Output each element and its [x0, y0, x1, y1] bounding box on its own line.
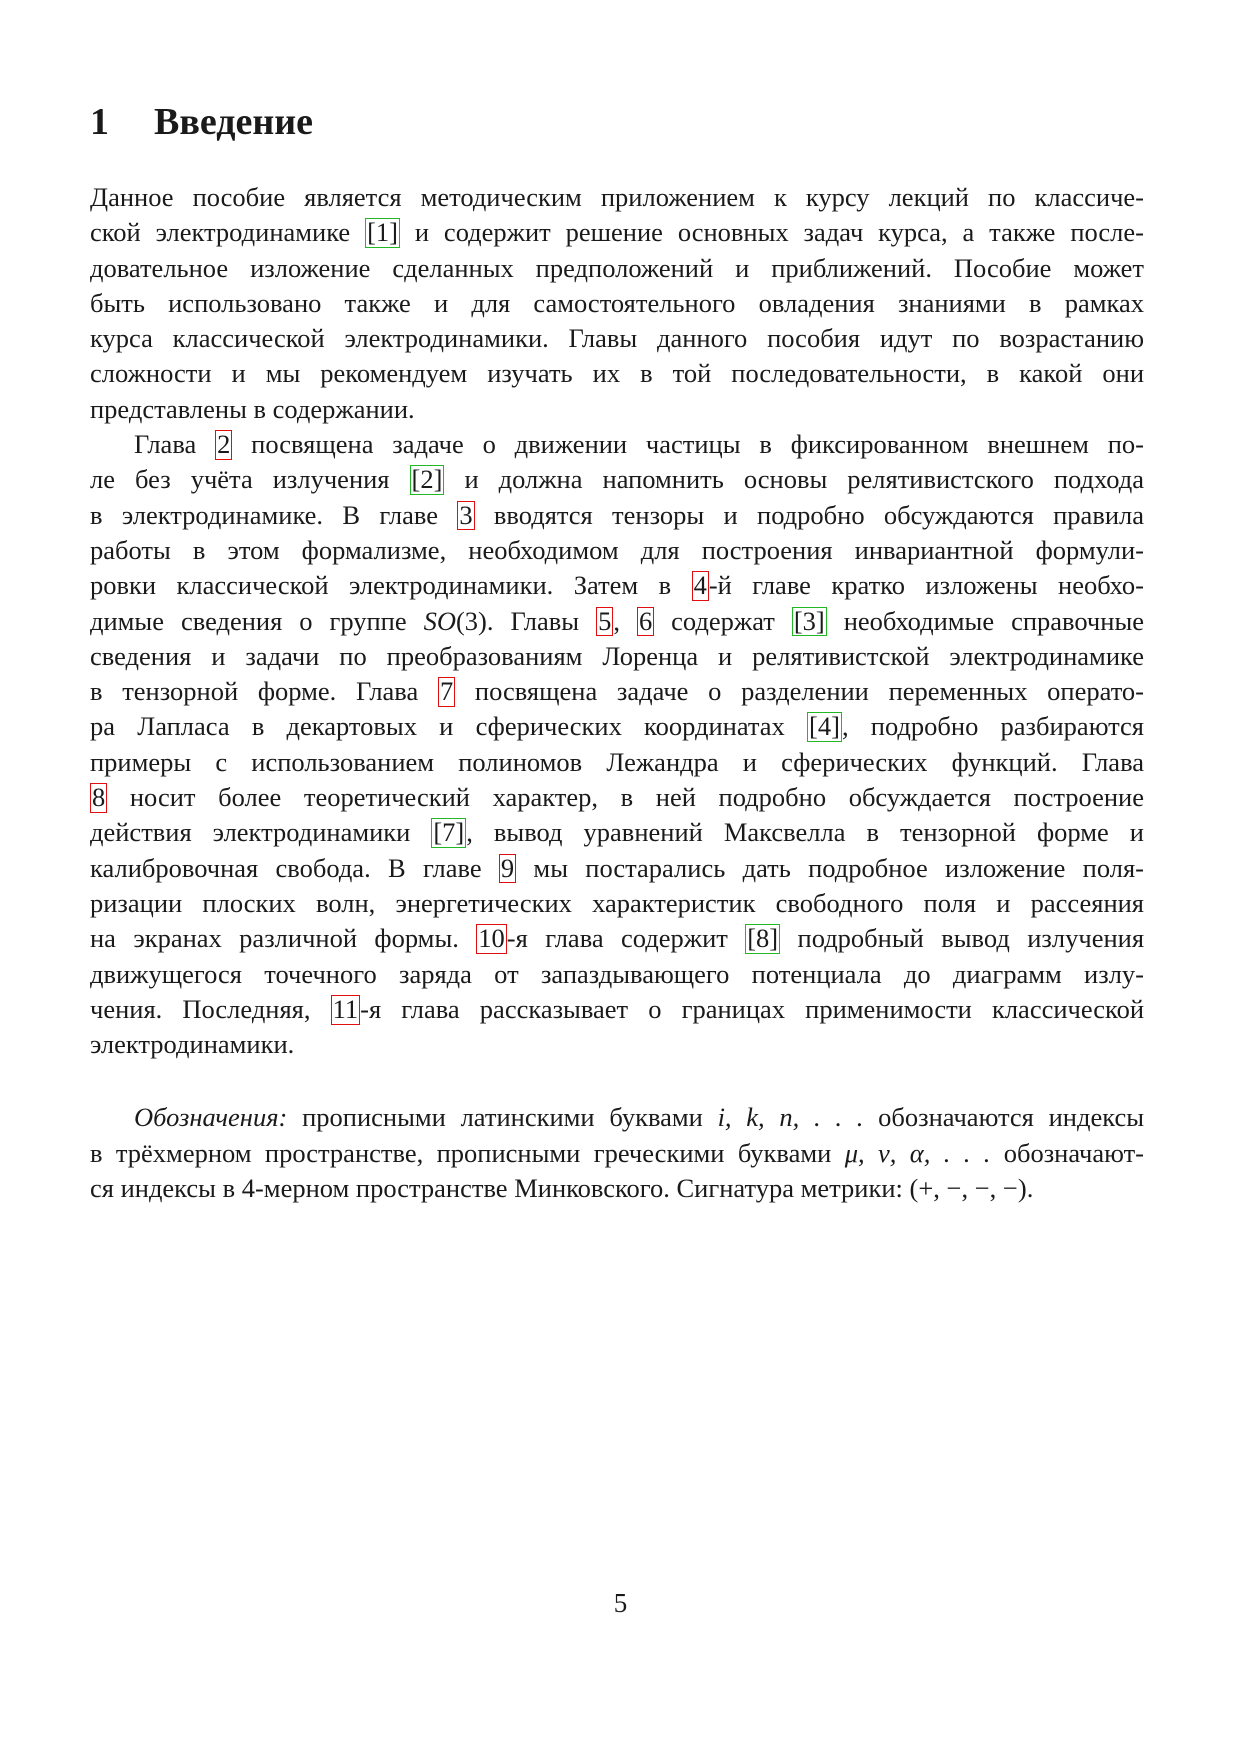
text-line [90, 709, 1144, 744]
chapter-link[interactable]: 3 [459, 499, 473, 530]
text-span: в электродинамике. В главе [90, 499, 458, 530]
greek-indices: μ, ν, α, . . . [844, 1137, 991, 1168]
text-line [90, 498, 1144, 533]
chapter-link[interactable]: 7 [439, 676, 454, 707]
text-line [90, 568, 1144, 603]
citation-link[interactable]: [2] [411, 464, 443, 495]
text-span: ровки классической электродинамики. Затем в [90, 570, 692, 601]
text-line: сведения и задачи по преобразованиям Лоренца и релятивистской электродинамике [90, 640, 1144, 671]
text-line [90, 674, 1144, 709]
text-span: , [613, 605, 637, 636]
chapter-link[interactable]: 4 [693, 570, 707, 601]
chapter-link[interactable]: 2 [217, 429, 231, 460]
text-span: , подробно разбираются [841, 711, 1145, 742]
text-line: работы в этом формализме, необходимом для построения инвариантной формули- [90, 534, 1144, 565]
chapter-link[interactable]: 9 [500, 852, 515, 883]
text-span: -я глава рассказывает о границах применимости классической [360, 993, 1144, 1024]
chapter-link[interactable]: 10 [478, 923, 505, 954]
notation-label: Обозначения: [134, 1102, 288, 1133]
text-line [90, 780, 1144, 815]
text-line [90, 1100, 1144, 1135]
math-group-name: SO [423, 605, 456, 636]
text-span: калибровочная свобода. В главе [90, 852, 499, 883]
text-line: сложности и мы рекомендуем изучать их в той последовательности, в какой они [90, 358, 1144, 389]
text-line: курса классической электродинамики. Главы данного пособия идут по возрастанию [90, 323, 1144, 354]
citation-link[interactable]: [7] [433, 817, 465, 848]
text-line [90, 462, 1144, 497]
section-number: 1 [90, 101, 109, 143]
text-span: ра Лапласа в декартовых и сферических координатах [90, 711, 808, 742]
paragraph-intro [90, 180, 1144, 427]
text-span: обозначают- [990, 1137, 1145, 1168]
text-span: содержат [654, 605, 792, 636]
citation-link[interactable]: [8] [747, 923, 779, 954]
text-span: необходимые справочные [826, 605, 1145, 636]
citation-link[interactable]: [4] [809, 711, 840, 742]
text-line [90, 1136, 1144, 1171]
text-span: -й главе кратко изложены необхо- [708, 570, 1144, 601]
text-span: на экранах различной формы. [90, 923, 477, 954]
text-line [90, 992, 1144, 1027]
text-span: димые сведения о группе [90, 605, 424, 636]
text-line: быть использовано также и для самостоятельного овладения знаниями в рамках [90, 287, 1144, 318]
text-span: носит более теоретический характер, в ней подробно обсуждается построение [107, 782, 1144, 813]
text-line: довательное изложение сделанных предположений и приближений. Пособие может [90, 252, 1144, 283]
text-line [90, 604, 1144, 639]
text-span: прописными латинскими буквами [287, 1102, 718, 1133]
text-line: ся индексы в 4-мерном пространстве Минковского. Сигнатура метрики: (+, −, −, −). [90, 1173, 1034, 1204]
section-heading [90, 100, 313, 146]
text-line [90, 427, 1144, 462]
text-span: и содержит решение основных задач курса, а также после- [399, 217, 1144, 248]
text-span: действия электродинамики [90, 817, 432, 848]
chapter-link[interactable]: 5 [598, 605, 612, 636]
text-span: -я глава содержит [506, 923, 746, 954]
text-line: электродинамики. [90, 1029, 295, 1060]
text-line [90, 921, 1144, 956]
text-span: в тензорной форме. Глава [90, 676, 438, 707]
text-span: (3) [455, 605, 487, 636]
text-span: чения. Последняя, [90, 993, 331, 1024]
text-span: посвящена задаче о разделении переменных операто- [455, 676, 1144, 707]
text-span: вводятся тензоры и подробно обсуждаются правила [474, 499, 1144, 530]
text-span: обозначаются индексы [863, 1102, 1145, 1133]
citation-link[interactable]: [3] [793, 605, 825, 636]
text-span: . Главы [486, 605, 597, 636]
text-line: ризации плоских волн, энергетических характеристик свободного поля и рассеяния [90, 887, 1144, 918]
text-span: , вывод уравнений Максвелла в тензорной форме и [466, 817, 1144, 848]
text-span: ле без учёта излучения [90, 464, 410, 495]
text-line: примеры с использованием полиномов Лежандра и сферических функций. Глава [90, 746, 1144, 777]
text-line [90, 851, 1144, 886]
citation-link[interactable]: [1] [367, 217, 398, 248]
text-line [90, 815, 1144, 850]
section-body [90, 180, 1144, 1206]
text-span: ской электродинамике [90, 217, 366, 248]
text-line: Данное пособие является методическим приложением к курсу лекций по классиче- [90, 182, 1144, 212]
text-span: и должна напомнить основы релятивистского подхода [444, 464, 1144, 495]
latin-indices: i, k, n, . . . [717, 1102, 864, 1133]
chapter-link[interactable]: 6 [638, 605, 653, 636]
page-number: 5 [613, 1588, 628, 1618]
paragraph-notation [90, 1100, 1144, 1206]
text-line: представлены в содержании. [90, 393, 415, 424]
paragraph-chapters [90, 427, 1144, 1062]
section-title: Введение [154, 101, 313, 143]
text-line: движущегося точечного заряда от запаздывающего потенциала до диаграмм излу- [90, 958, 1144, 989]
text-line [90, 215, 1144, 250]
chapter-link[interactable]: 11 [332, 993, 359, 1024]
text-span: посвящена задаче о движении частицы в фиксированном внешнем по- [232, 429, 1144, 460]
text-span: подробный вывод излучения [780, 923, 1145, 954]
text-span: Глава [134, 429, 216, 460]
text-span: мы постарались дать подробное изложение поля- [516, 852, 1144, 883]
chapter-link[interactable]: 8 [92, 782, 106, 813]
text-span: в трёхмерном пространстве, прописными греческими буквами [90, 1137, 845, 1168]
